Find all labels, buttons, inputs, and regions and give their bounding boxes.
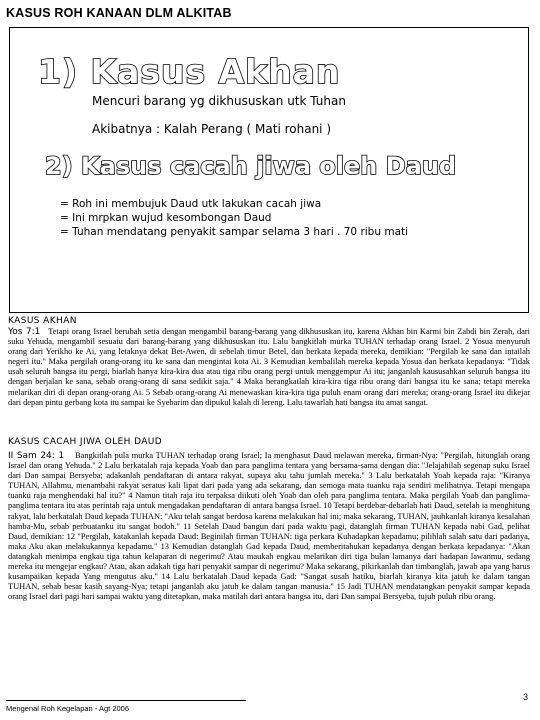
verse-text: Tetapi orang Israel berubah setia dengan mengambil barang-barang yang dikhususkan itu, karena Akhan bin Karmi bin Zabdi bin Zerah, dari suku Yehuda, mengambil sesuatu dari barang-barang yang dikhususkan itu. Lalu bangkitlah murka TUHAN terhadap orang Israel. 2 Yosua menyuruh orang dari Yerikho ke Ai, yang letaknya dekat Bet-Awen, di sebelah timur Betel, dan berkata kepada mereka, demikian: "Pergilah ke sana dan intailah negeri itu." Maka pergilah orang-orang itu ke sana dan mengintai kota Ai. 3 Kemudian kembalilah mereka kepada Yosua dan berkata kepadanya: "Tidak usah seluruh bangsa itu pergi, biarlah hanya kira-kira dua atau tiga ribu orang pergi untuk menggempur Ai itu; janganlah kaususahkan seluruh bangsa itu dengan berjalan ke sana, sebab orang-orang di sana sedikit saja." 4 Maka berangkatlah kira-kira tiga ribu orang dari bangsa itu ke sana; tetapi mereka melarikan diri di depan orang-orang Ai. 5 Sebab orang-orang Ai menewaskan kira-kira tiga puluh enam orang dari mereka; orang-orang Israel itu dikejar dari depan pintu gerbang kota itu sampai ke Syebarim dan dipukul kalah di lereng. Lalu tawarlah hati bangsa itu amat sangat.	[8, 327, 531, 407]
verse-reference: Yos 7:1	[8, 327, 41, 337]
cacah-jiwa-point-2: = Ini mrpkan wujud kesombongan Daud	[60, 212, 272, 224]
heading-kasus-akhan: 1) Kasus Akhan	[38, 52, 341, 91]
heading-cacah-jiwa: 2) Kasus cacah jiwa oleh Daud	[45, 152, 457, 180]
verse-reference: II Sam 24: 1	[8, 451, 65, 461]
page-number: 3	[522, 692, 528, 702]
section-text-akhan	[8, 327, 530, 408]
section-text-cacah-jiwa	[8, 451, 530, 602]
summary-panel	[9, 27, 529, 313]
section-label-akhan: KASUS AKHAN	[8, 316, 77, 326]
footer-text: Mengenal Roh Kegelapan - Agt 2006	[6, 704, 130, 713]
footer-divider	[6, 700, 246, 701]
section-label-cacah-jiwa: KASUS CACAH JIWA OLEH DAUD	[8, 437, 163, 447]
cacah-jiwa-point-1: = Roh ini membujuk Daud utk lakukan cacah jiwa	[60, 198, 322, 210]
cacah-jiwa-point-3: = Tuhan mendatang penyakit sampar selama 3 hari . 70 ribu mati	[60, 226, 409, 238]
page-title: KASUS ROH KANAAN DLM ALKITAB	[6, 6, 232, 20]
akhan-line-2: Akibatnya : Kalah Perang ( Mati rohani )	[92, 122, 331, 136]
akhan-line-1: Mencuri barang yg dikhususkan utk Tuhan	[92, 94, 346, 108]
verse-text: Bangkitlah pula murka TUHAN terhadap orang Israel; Ia menghasut Daud melawan mereka, firman-Nya: "Pergilah, hitunglah orang Israel dan orang Yehuda." 2 Lalu berkatalah raja kepada Yoab dan para panglima tentara yang bersama-sama dengan dia: "Jelajahilah segenap suku Israel dari Dan sampai Bersyeba; adakanlah pendaftaran di antara rakyat, supaya aku tahu jumlah mereka." 3 Lalu berkatalah Yoab kepada raja: "Kiranya TUHAN, Allahmu, menambahi rakyat seratus kali lipat dari pada yang ada sekarang, dan semoga mata tuanku raja sendiri melihatnya. Tetapi mengapa tuanku raja menghendaki hal itu?" 4 Namun titah raja itu terpaksa diikuti oleh Yoab dan oleh para panglima tentara. Maka pergilah Yoab dan panglima-panglima tentara itu atas perintah raja untuk mengadakan pendaftaran di antara bangsa Israel. 10 Tetapi berdebar-debarlah hati Daud, setelah ia menghitung rakyat, lalu berkatalah Daud kepada TUHAN: "Aku telah sangat berdosa karena melakukan hal ini; maka sekarang, TUHAN, jauhkanlah kiranya kesalahan hamba-Mu, sebab perbuatanku itu sangat bodoh." 11 Setelah Daud bangun dari pada waktu pagi, datanglah firman TUHAN kepada nabi Gad, pelihat Daud, demikian: 12 "Pergilah, katakanlah kepada Daud: Beginilah firman TUHAN: tiga perkara Kuhadapkan kepadamu; pilihlah salah satu dari padanya, maka Aku akan melakukannya kepadamu." 13 Kemudian datanglah Gad kepada Daud, memberitahukan kepadanya dengan berkata kepadanya: "Akan datangkah menimpa engkau tiga tahun kelaparan di negerimu? Atau maukah engkau melarikan diri tiga bulan lamanya dari hadapan lawanmu, sedang mereka itu mengejar engkau? Atau, akan adakah tiga hari penyakit sampar di negerimu? Maka sekarang, pikirkanlah dan timbanglah, jawab apa yang harus kusampaikan kepada Yang mengutus aku." 14 Lalu berkatalah Daud kepada Gad: "Sangat susah hatiku, biarlah kiranya kita jatuh ke dalam tangan TUHAN, sebab besar kasih sayang-Nya; tetapi janganlah aku jatuh ke dalam tangan manusia." 15 Jadi TUHAN mendatangkan penyakit sampar kepada orang Israel dari pagi hari sampai waktu yang ditetapkan, maka matilah dari antara bangsa itu, dari Dan sampai Bersyeba, tujuh puluh ribu orang.	[8, 451, 530, 602]
